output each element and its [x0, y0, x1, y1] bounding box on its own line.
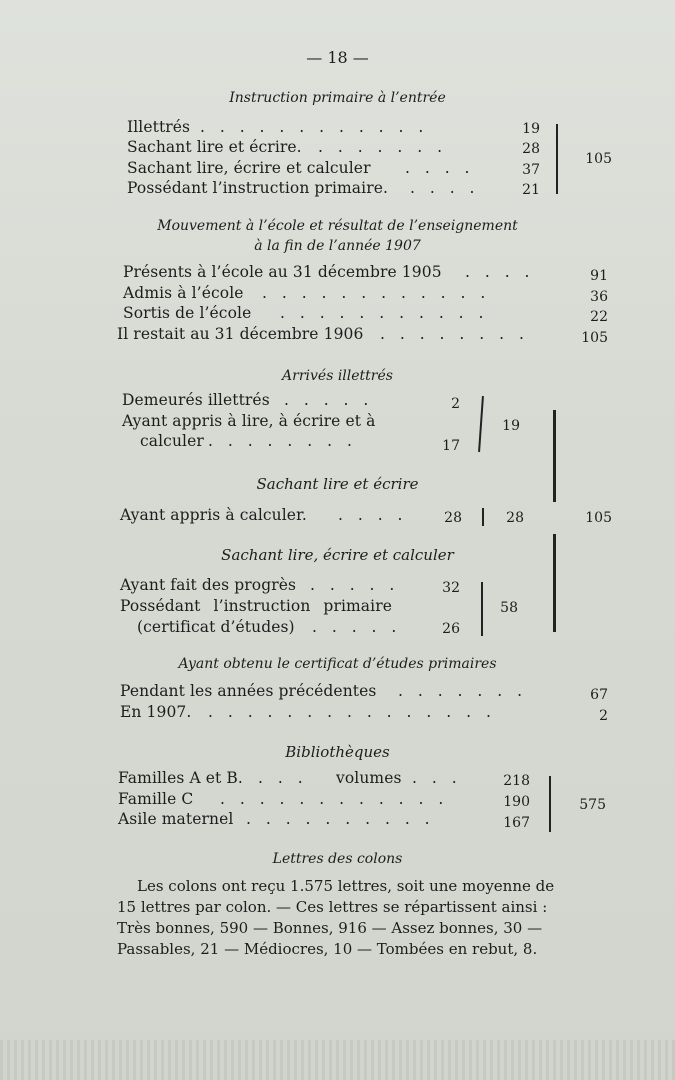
- brace: [478, 396, 484, 452]
- row-label: En 1907.: [120, 703, 192, 721]
- dot-leader: . . .: [258, 769, 308, 787]
- row-middle-label: volumes: [336, 769, 402, 787]
- dot-leader: . . . . . . . .: [380, 325, 529, 343]
- row-label: Sortis de l’école: [123, 304, 252, 322]
- row-value: 22: [590, 309, 608, 325]
- dot-leader: . . . . . . .: [318, 138, 448, 156]
- row-value: 2: [599, 708, 608, 724]
- row-label-continued: (certificat d’études): [137, 618, 295, 636]
- section-title-instruction: Instruction primaire à l’entrée: [229, 90, 446, 106]
- section-title-certificat: Ayant obtenu le certificat d’études primaires: [178, 656, 497, 672]
- row-value: 32: [442, 580, 460, 596]
- total-value: 575: [579, 797, 606, 813]
- dot-leader: . . . .: [405, 159, 475, 177]
- row-label: Ayant fait des progrès: [120, 576, 297, 594]
- section-title-lettres: Lettres des colons: [272, 851, 403, 867]
- subtotal-value: 19: [502, 418, 520, 434]
- row-label: Demeurés illettrés: [122, 391, 270, 409]
- row-value: 67: [590, 687, 608, 703]
- row-label: Ayant appris à lire, à écrire et à: [122, 412, 376, 430]
- paragraph-line: 15 lettres par colon. — Ces lettres se répartissent ainsi :: [117, 898, 548, 916]
- dot-leader: . . . .: [410, 179, 480, 197]
- row-value: 17: [442, 438, 460, 454]
- dot-leader: . . . . . . . . . . . .: [200, 118, 429, 136]
- row-label: Sachant lire et écrire.: [127, 138, 302, 156]
- paragraph-line: Très bonnes, 590 — Bonnes, 916 — Assez bonnes, 30 —: [117, 919, 543, 937]
- dot-leader: . . . . . . . . . .: [246, 810, 435, 828]
- dot-leader: . . . . . . .: [398, 682, 528, 700]
- dot-leader: . . . . . . . . . . . .: [220, 790, 449, 808]
- section-title-bibliotheques: Bibliothèques: [285, 743, 390, 761]
- brace-upper: [553, 410, 556, 502]
- dot-leader: . . . . . . . . . . .: [280, 304, 489, 322]
- section-title-sachant-lire: Sachant lire et écrire: [256, 475, 419, 493]
- row-value: 167: [503, 815, 530, 831]
- row-label-continued: calculer: [140, 432, 204, 450]
- row-label: Possédant l’instruction primaire: [120, 597, 392, 615]
- row-value: 28: [444, 510, 462, 526]
- row-label: Asile maternel: [118, 810, 234, 828]
- paragraph-line: Passables, 21 — Médiocres, 10 — Tombées en rebut, 8.: [117, 940, 538, 958]
- section-title-mouvement: Mouvement à l’école et résultat de l’enseignement: [157, 218, 518, 234]
- row-label: Présents à l’école au 31 décembre 1905: [123, 263, 442, 281]
- row-label: Ayant appris à calculer.: [120, 506, 307, 524]
- row-label: Possédant l’instruction primaire.: [127, 179, 389, 197]
- dot-leader: . . . . . . . . . . . .: [262, 284, 491, 302]
- dot-leader: . . . . .: [284, 391, 374, 409]
- subtotal-value: 58: [500, 600, 518, 616]
- dot-leader: . . . . .: [310, 576, 400, 594]
- page-number: — 18 —: [306, 48, 369, 67]
- row-value: 19: [522, 121, 540, 137]
- row-label: Familles A et B.: [118, 769, 243, 787]
- subtotal-value: 28: [506, 510, 524, 526]
- row-value: 28: [522, 141, 540, 157]
- grand-total-value: 105: [585, 510, 612, 526]
- row-label: Pendant les années précédentes: [120, 682, 377, 700]
- dot-leader: . . . .: [338, 506, 408, 524]
- brace: [549, 776, 551, 832]
- row-value: 190: [503, 794, 530, 810]
- dot-leader: . . .: [412, 769, 462, 787]
- scan-noise: [0, 1040, 675, 1080]
- dot-leader: . . . . .: [312, 618, 402, 636]
- row-label: Famille C: [118, 790, 194, 808]
- row-value: 2: [451, 396, 460, 412]
- row-value: 37: [522, 162, 540, 178]
- row-value: 105: [581, 330, 608, 346]
- row-value: 218: [503, 773, 530, 789]
- row-label: Illettrés: [127, 118, 191, 136]
- section-title-sachant-calculer: Sachant lire, écrire et calculer: [221, 546, 454, 564]
- row-label: Admis à l’école: [123, 284, 244, 302]
- row-value: 26: [442, 621, 460, 637]
- row-label: Sachant lire, écrire et calculer: [127, 159, 371, 177]
- brace: [481, 582, 483, 636]
- section-title-arrives: Arrivés illettrés: [282, 368, 393, 384]
- total-value: 105: [585, 151, 612, 167]
- dot-leader: . . . .: [465, 263, 535, 281]
- row-value: 21: [522, 182, 540, 198]
- paragraph-line: Les colons ont reçu 1.575 lettres, soit une moyenne de: [137, 877, 555, 895]
- dot-leader: . . . . . . . . . . . . . . .: [208, 703, 496, 721]
- brace: [556, 124, 558, 194]
- row-value: 91: [590, 268, 608, 284]
- row-label: Il restait au 31 décembre 1906: [117, 325, 364, 343]
- dot-leader: . . . . . . . .: [208, 432, 357, 450]
- section-subtitle-mouvement: à la fin de l’année 1907: [254, 238, 421, 254]
- brace: [482, 508, 484, 526]
- row-value: 36: [590, 289, 608, 305]
